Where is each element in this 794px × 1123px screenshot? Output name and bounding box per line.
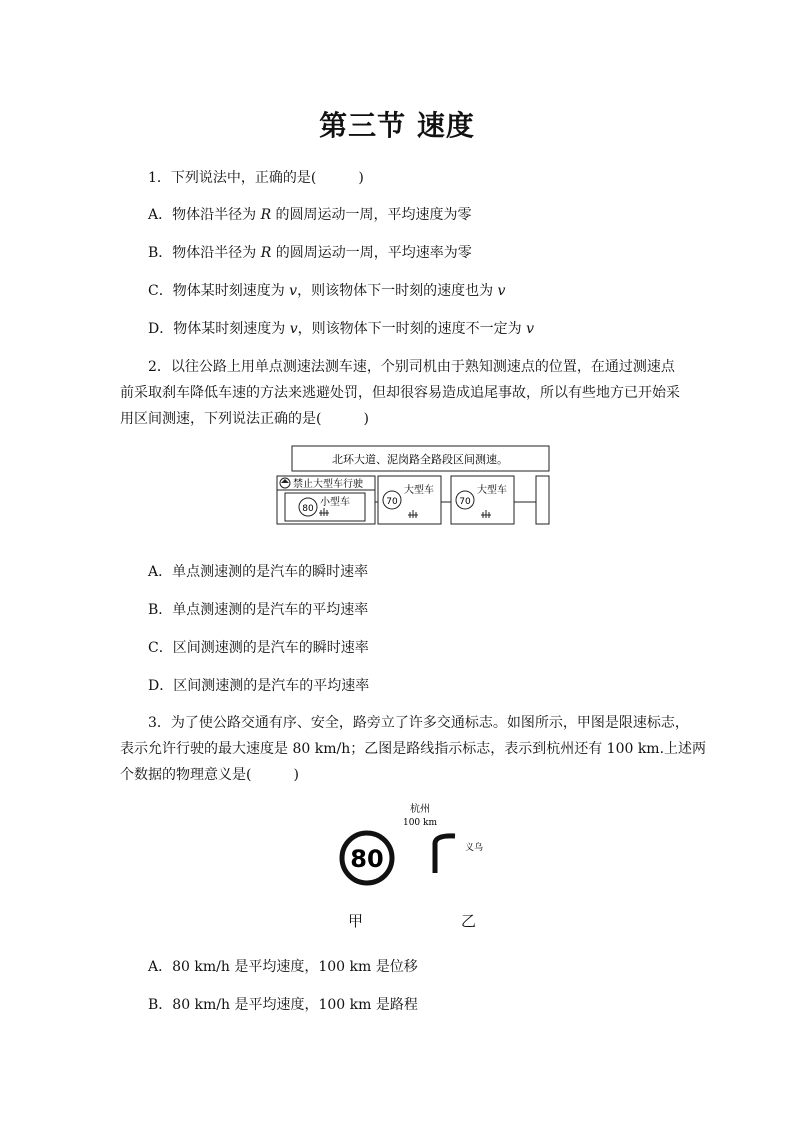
figure-label-right: 乙 — [461, 912, 477, 930]
sign-limit-1: 80 — [302, 504, 314, 514]
camera-icon — [319, 508, 329, 516]
route-city-branch: 义乌 — [465, 843, 484, 853]
speed-camera-sign-figure — [276, 444, 551, 528]
q1-stem: 1．下列说法中，正确的是( ) — [148, 170, 364, 186]
sign-label-3: 大型车 — [477, 485, 507, 496]
speed-limit-value: 80 — [350, 845, 384, 873]
q1-option-c: C．物体某时刻速度为 v，则该物体下一时刻的速度也为 v — [148, 283, 506, 299]
camera-icon — [408, 510, 418, 518]
sign-header-text: 北环大道、泥岗路全路段区间测速。 — [332, 453, 508, 466]
traffic-signs-figure — [330, 798, 500, 898]
q3-stem-line2: 表示允许行驶的最大速度是 80 km/h；乙图是路线指示标志，表示到杭州还有 100 km.上述两 — [120, 741, 707, 757]
q2-option-b: B．单点测速测的是汽车的平均速率 — [148, 602, 369, 618]
q3-stem-line1: 3．为了使公路交通有序、安全，路旁立了许多交通标志。如图所示，甲图是限速标志， — [148, 715, 689, 731]
sign-limit-2: 70 — [386, 497, 398, 507]
page-title: 第三节 速度 — [319, 109, 475, 142]
q2-stem-line2: 前采取刹车降低车速的方法来逃避处罚，但却很容易造成追尾事故，所以有些地方已开始采 — [120, 385, 680, 401]
q2-option-d: D．区间测速测的是汽车的平均速率 — [148, 678, 370, 694]
sign-ban-text: 禁止大型车行驶 — [293, 479, 363, 490]
sign-label-2: 大型车 — [404, 485, 434, 496]
q2-option-c: C．区间测速测的是汽车的瞬时速率 — [148, 640, 369, 656]
route-city-top: 杭州 — [410, 804, 430, 815]
figure-label-left: 甲 — [348, 912, 364, 930]
q3-option-b: B．80 km/h 是平均速度，100 km 是路程 — [148, 997, 418, 1013]
no-truck-icon — [281, 479, 289, 483]
q2-stem-line1: 2．以往公路上用单点测速法测车速，个别司机由于熟知测速点的位置，在通过测速点 — [148, 359, 675, 375]
camera-icon — [481, 510, 491, 518]
q3-option-a: A．80 km/h 是平均速度，100 km 是位移 — [148, 959, 418, 975]
route-arrow-sign — [435, 836, 455, 873]
q2-option-a: A．单点测速测的是汽车的瞬时速率 — [148, 564, 369, 580]
q1-option-d: D．物体某时刻速度为 v，则该物体下一时刻的速度不一定为 v — [148, 321, 534, 337]
route-distance-top: 100 km — [402, 818, 438, 828]
q2-stem-line3: 用区间测速，下列说法正确的是( ) — [120, 411, 369, 427]
q3-stem-line3: 个数据的物理意义是( ) — [120, 767, 299, 783]
q1-option-b: B．物体沿半径为 R 的圆周运动一周，平均速率为零 — [148, 245, 472, 261]
sign-limit-3: 70 — [459, 497, 471, 507]
sign-label-1: 小型车 — [320, 497, 350, 508]
q1-option-a: A．物体沿半径为 R 的圆周运动一周，平均速度为零 — [148, 207, 472, 223]
